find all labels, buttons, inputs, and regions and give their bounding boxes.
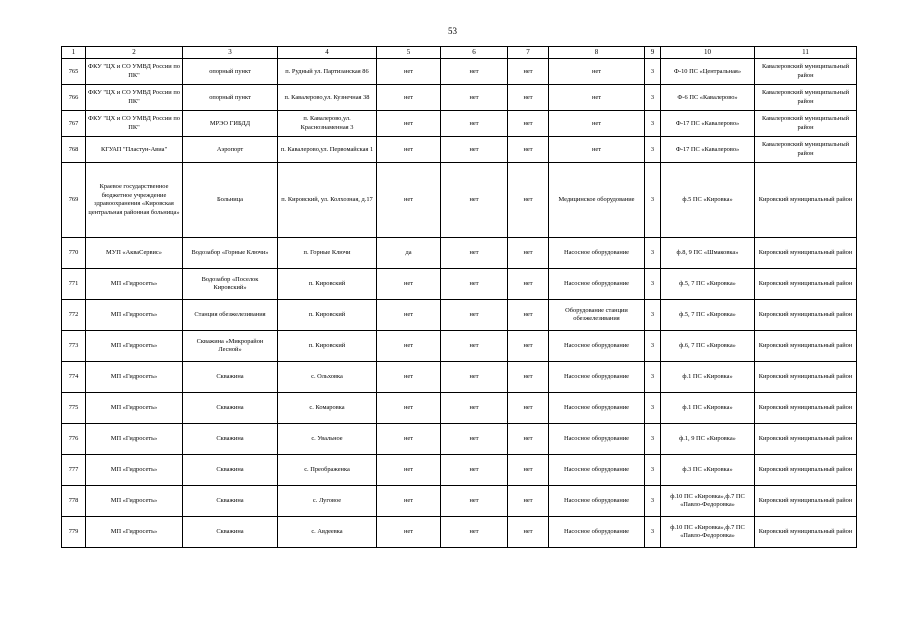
feeder-cell: ф.5, 7 ПС «Кировка» <box>661 300 755 331</box>
col5-cell: нет <box>377 331 441 362</box>
organization-cell: ФКУ "ЦХ и СО УМВД России по ПК" <box>86 85 183 111</box>
table-row <box>62 393 857 424</box>
equipment-cell: Насосное оборудование <box>549 393 645 424</box>
equipment-cell: нет <box>549 59 645 85</box>
table-row <box>62 486 857 517</box>
col7-cell: нет <box>508 163 549 238</box>
column-header: 7 <box>508 47 549 59</box>
feeder-cell: ф.10 ПС «Кировка»,ф.7 ПС «Павло-Федоровка» <box>661 486 755 517</box>
equipment-cell: Насосное оборудование <box>549 331 645 362</box>
col9-cell: 3 <box>645 238 661 269</box>
row-number: 777 <box>62 455 86 486</box>
address-cell: п. Кавалерово,ул. Краснознаменная 3 <box>278 111 377 137</box>
col5-cell: нет <box>377 300 441 331</box>
col9-cell: 3 <box>645 424 661 455</box>
organization-cell: МП «Гидросеть» <box>86 517 183 548</box>
column-header: 8 <box>549 47 645 59</box>
column-header: 6 <box>441 47 508 59</box>
organization-cell: КГУАП "Пластун-Авиа" <box>86 137 183 163</box>
table-row <box>62 517 857 548</box>
object-cell: Водозабор «Поселок Кировский» <box>183 269 278 300</box>
address-cell: п. Горные Ключи <box>278 238 377 269</box>
col9-cell: 3 <box>645 269 661 300</box>
feeder-cell: Ф-17 ПС «Кавалерово» <box>661 111 755 137</box>
col5-cell: нет <box>377 362 441 393</box>
col9-cell: 3 <box>645 300 661 331</box>
col7-cell: нет <box>508 59 549 85</box>
row-number: 778 <box>62 486 86 517</box>
col5-cell: нет <box>377 85 441 111</box>
organization-cell: ФКУ "ЦХ и СО УМВД России по ПК" <box>86 59 183 85</box>
organization-cell: МП «Гидросеть» <box>86 486 183 517</box>
column-header: 3 <box>183 47 278 59</box>
table-row <box>62 300 857 331</box>
equipment-cell: Насосное оборудование <box>549 362 645 393</box>
row-number: 774 <box>62 362 86 393</box>
organization-cell: Краевое государственное бюджетное учреждение здравоохранения «Кировская центральная районная больница» <box>86 163 183 238</box>
table-row <box>62 331 857 362</box>
column-header: 2 <box>86 47 183 59</box>
col7-cell: нет <box>508 238 549 269</box>
col5-cell: нет <box>377 517 441 548</box>
col6-cell: нет <box>441 362 508 393</box>
organization-cell: ФКУ "ЦХ и СО УМВД России по ПК" <box>86 111 183 137</box>
feeder-cell: ф.6, 7 ПС «Кировка» <box>661 331 755 362</box>
address-cell: п. Кировский <box>278 331 377 362</box>
object-cell: опорный пункт <box>183 85 278 111</box>
table-row <box>62 137 857 163</box>
col7-cell: нет <box>508 111 549 137</box>
row-number: 771 <box>62 269 86 300</box>
object-cell: Водозабор «Горные Ключи» <box>183 238 278 269</box>
organization-cell: МП «Гидросеть» <box>86 393 183 424</box>
object-cell: Скважина <box>183 486 278 517</box>
table-row <box>62 269 857 300</box>
equipment-cell: Насосное оборудование <box>549 424 645 455</box>
address-cell: с. Авдеевка <box>278 517 377 548</box>
column-header: 9 <box>645 47 661 59</box>
feeder-cell: ф.1 ПС «Кировка» <box>661 362 755 393</box>
col5-cell: нет <box>377 486 441 517</box>
address-cell: с. Луговое <box>278 486 377 517</box>
address-cell: п. Кировский <box>278 269 377 300</box>
feeder-cell: ф.10 ПС «Кировка»,ф.7 ПС «Павло-Федоровка» <box>661 517 755 548</box>
feeder-cell: Ф-6 ПС «Кавалерово» <box>661 85 755 111</box>
col9-cell: 3 <box>645 486 661 517</box>
table-row <box>62 163 857 238</box>
equipment-cell: Оборудование станции обезжелезивания <box>549 300 645 331</box>
col6-cell: нет <box>441 59 508 85</box>
col6-cell: нет <box>441 238 508 269</box>
col5-cell: нет <box>377 269 441 300</box>
col6-cell: нет <box>441 424 508 455</box>
address-cell: п. Кавалерово,ул. Первомайская 1 <box>278 137 377 163</box>
col9-cell: 3 <box>645 111 661 137</box>
row-number: 776 <box>62 424 86 455</box>
feeder-cell: Ф-10 ПС «Центральная» <box>661 59 755 85</box>
district-cell: Кировский муниципальный район <box>755 362 857 393</box>
header-row <box>62 47 857 59</box>
row-number: 775 <box>62 393 86 424</box>
col7-cell: нет <box>508 331 549 362</box>
organization-cell: МП «Гидросеть» <box>86 362 183 393</box>
feeder-cell: ф.5, 7 ПС «Кировка» <box>661 269 755 300</box>
equipment-cell: нет <box>549 85 645 111</box>
equipment-cell: Насосное оборудование <box>549 269 645 300</box>
object-cell: Скважина <box>183 517 278 548</box>
col7-cell: нет <box>508 269 549 300</box>
address-cell: с. Увальное <box>278 424 377 455</box>
table-row <box>62 238 857 269</box>
col5-cell: нет <box>377 424 441 455</box>
data-table <box>61 46 857 548</box>
column-header: 1 <box>62 47 86 59</box>
column-header: 4 <box>278 47 377 59</box>
row-number: 766 <box>62 85 86 111</box>
table-row <box>62 424 857 455</box>
row-number: 772 <box>62 300 86 331</box>
object-cell: Станция обезжелезивания <box>183 300 278 331</box>
district-cell: Кавалеровский муниципальный район <box>755 59 857 85</box>
address-cell: с. Комаровка <box>278 393 377 424</box>
address-cell: п. Кавалерово,ул. Кузнечная 38 <box>278 85 377 111</box>
address-cell: п. Кировский, ул. Колхозная, д.17 <box>278 163 377 238</box>
col5-cell: нет <box>377 137 441 163</box>
col9-cell: 3 <box>645 331 661 362</box>
col7-cell: нет <box>508 85 549 111</box>
object-cell: Скважина <box>183 424 278 455</box>
col9-cell: 3 <box>645 517 661 548</box>
feeder-cell: ф.3 ПС «Кировка» <box>661 455 755 486</box>
col5-cell: нет <box>377 163 441 238</box>
col9-cell: 3 <box>645 393 661 424</box>
district-cell: Кавалеровский муниципальный район <box>755 85 857 111</box>
column-header: 11 <box>755 47 857 59</box>
organization-cell: МП «Гидросеть» <box>86 424 183 455</box>
col6-cell: нет <box>441 300 508 331</box>
col6-cell: нет <box>441 517 508 548</box>
row-number: 765 <box>62 59 86 85</box>
object-cell: Скважина <box>183 455 278 486</box>
col9-cell: 3 <box>645 163 661 238</box>
col7-cell: нет <box>508 455 549 486</box>
district-cell: Кировский муниципальный район <box>755 238 857 269</box>
address-cell: п. Рудный ул. Партизанская 86 <box>278 59 377 85</box>
object-cell: Скважина «Микрорайон Лесной» <box>183 331 278 362</box>
equipment-cell: Насосное оборудование <box>549 486 645 517</box>
table-row <box>62 111 857 137</box>
district-cell: Кировский муниципальный район <box>755 455 857 486</box>
col6-cell: нет <box>441 85 508 111</box>
row-number: 770 <box>62 238 86 269</box>
object-cell: Аэропорт <box>183 137 278 163</box>
row-number: 769 <box>62 163 86 238</box>
district-cell: Кировский муниципальный район <box>755 300 857 331</box>
col5-cell: нет <box>377 111 441 137</box>
col6-cell: нет <box>441 269 508 300</box>
object-cell: опорный пункт <box>183 59 278 85</box>
object-cell: Скважина <box>183 362 278 393</box>
equipment-cell: Насосное оборудование <box>549 238 645 269</box>
object-cell: Скважина <box>183 393 278 424</box>
row-number: 767 <box>62 111 86 137</box>
col5-cell: нет <box>377 455 441 486</box>
col5-cell: да <box>377 238 441 269</box>
equipment-cell: нет <box>549 111 645 137</box>
organization-cell: МП «Гидросеть» <box>86 331 183 362</box>
equipment-cell: нет <box>549 137 645 163</box>
col9-cell: 3 <box>645 85 661 111</box>
district-cell: Кавалеровский муниципальный район <box>755 137 857 163</box>
feeder-cell: ф.1, 9 ПС «Кировка» <box>661 424 755 455</box>
col6-cell: нет <box>441 163 508 238</box>
organization-cell: МП «Гидросеть» <box>86 300 183 331</box>
col6-cell: нет <box>441 137 508 163</box>
equipment-cell: Насосное оборудование <box>549 455 645 486</box>
col7-cell: нет <box>508 300 549 331</box>
table-row <box>62 59 857 85</box>
col6-cell: нет <box>441 455 508 486</box>
district-cell: Кировский муниципальный район <box>755 486 857 517</box>
col6-cell: нет <box>441 393 508 424</box>
district-cell: Кировский муниципальный район <box>755 517 857 548</box>
col6-cell: нет <box>441 486 508 517</box>
column-header: 10 <box>661 47 755 59</box>
table-body <box>62 59 857 548</box>
district-cell: Кировский муниципальный район <box>755 269 857 300</box>
col7-cell: нет <box>508 486 549 517</box>
col7-cell: нет <box>508 517 549 548</box>
district-cell: Кировский муниципальный район <box>755 331 857 362</box>
address-cell: с. Ольховка <box>278 362 377 393</box>
district-cell: Кавалеровский муниципальный район <box>755 111 857 137</box>
organization-cell: МП «Гидросеть» <box>86 269 183 300</box>
organization-cell: МУП «АкваСервис» <box>86 238 183 269</box>
district-cell: Кировский муниципальный район <box>755 163 857 238</box>
object-cell: Больница <box>183 163 278 238</box>
column-header: 5 <box>377 47 441 59</box>
district-cell: Кировский муниципальный район <box>755 424 857 455</box>
col7-cell: нет <box>508 424 549 455</box>
feeder-cell: ф.1 ПС «Кировка» <box>661 393 755 424</box>
organization-cell: МП «Гидросеть» <box>86 455 183 486</box>
col9-cell: 3 <box>645 455 661 486</box>
col9-cell: 3 <box>645 362 661 393</box>
col7-cell: нет <box>508 362 549 393</box>
col9-cell: 3 <box>645 59 661 85</box>
table-row <box>62 362 857 393</box>
equipment-cell: Насосное оборудование <box>549 517 645 548</box>
address-cell: п. Кировский <box>278 300 377 331</box>
col6-cell: нет <box>441 111 508 137</box>
page-number: 53 <box>448 26 457 36</box>
table-row <box>62 85 857 111</box>
col7-cell: нет <box>508 393 549 424</box>
row-number: 768 <box>62 137 86 163</box>
address-cell: с. Преображенка <box>278 455 377 486</box>
col9-cell: 3 <box>645 137 661 163</box>
district-cell: Кировский муниципальный район <box>755 393 857 424</box>
row-number: 779 <box>62 517 86 548</box>
feeder-cell: ф.5 ПС «Кировка» <box>661 163 755 238</box>
row-number: 773 <box>62 331 86 362</box>
feeder-cell: ф.8, 9 ПС «Шмаковка» <box>661 238 755 269</box>
feeder-cell: Ф-17 ПС «Кавалерово» <box>661 137 755 163</box>
col6-cell: нет <box>441 331 508 362</box>
table-row <box>62 455 857 486</box>
object-cell: МРЭО ГИБДД <box>183 111 278 137</box>
col5-cell: нет <box>377 393 441 424</box>
equipment-cell: Медицинское оборудование <box>549 163 645 238</box>
col5-cell: нет <box>377 59 441 85</box>
col7-cell: нет <box>508 137 549 163</box>
